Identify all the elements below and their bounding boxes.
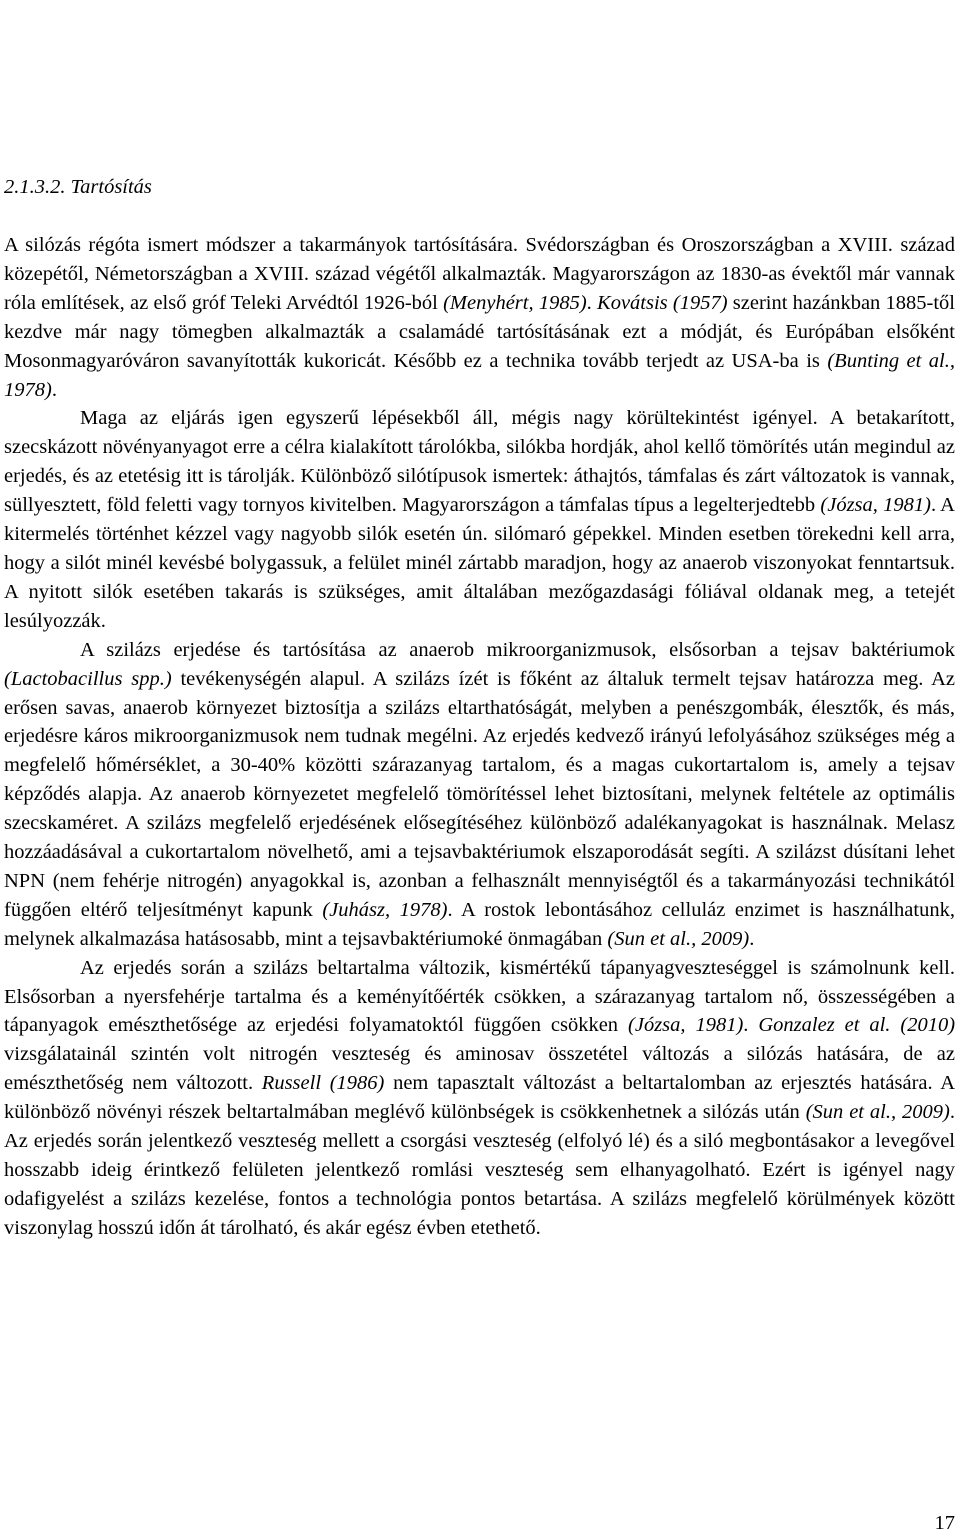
paragraph-eljaras: Maga az eljárás igen egyszerű lépésekből áll, mégis nagy körültekintést igényel. A betakarított, szecskázott növényanyagot erre a célra kialakított tárolókba, silókba hordják, ahol kellő tömörítés után megindul az erjedés, és az etetésig itt is tárolják. Különböző silótípusok ismertek: áthajtós, támfalas és zárt változatok is vannak, süllyesztett, föld feletti vagy tornyos kivitelben. Magyarországon a támfalas típus a legelterjedtebb (Józsa, 1981). A kitermelés történhet kézzel vagy nagyobb silók esetén ún. silómaró gépekkel. Minden esetben törekedni kell arra, hogy a silót minél kevésbé bolygassuk, a felület minél zártabb maradjon, hogy az anaerob viszonyokat fenntartsuk. A nyitott silók esetében takarás is szükséges, amit általában mezőgazdasági fóliával oldanak meg, a tetejét lesúlyozzák. [4, 407, 955, 632]
section-title: Tartósítás [70, 176, 152, 198]
page-number: 17 [934, 1512, 955, 1534]
citation: (Sun et al., 2009) [607, 927, 750, 950]
citation: (Lactobacillus spp.) [4, 667, 172, 690]
section-heading [4, 173, 152, 202]
citation: (Sun et al., 2009) [805, 1101, 950, 1124]
paragraph-veszteseg: Az erjedés során a szilázs beltartalma változik, kismértékű tápanyagveszteséggel is számolnunk kell. Elsősorban a nyersfehérje tartalma és a keményítőérték csökken, a szárazanyag tartalom nő, összességében a tápanyagok emészthetősége az erjedési folyamatoktól függően csökken (Józsa, 1981). Gonzalez et al. (2010) vizsgálatainál szintén volt nitrogén veszteség és aminosav összetétel változás a silózás hatására, de az emészthetőség nem változott. Russell (1986) nem tapasztalt változást a beltartalomban az erjesztés hatására. A különböző növényi részek beltartalmában meglévő különbségek is csökkenhetnek a silózás után (Sun et al., 2009). Az erjedés során jelentkező veszteség mellett a csorgási veszteség (elfolyó lé) és a siló megbontásakor a levegővel hosszabb ideig érintkező felületen jelentkező romlási veszteség sem elhanyagolható. Ezért is igényel nagy odafigyelést a szilázs kezelése, fontos a technológia pontos betartása. A szilázs megfelelő körülmények között viszonylag hosszú időn át tárolható, és akár egész évben etethető. [4, 956, 956, 1239]
citation: Gonzalez et al. (2010) [758, 1014, 956, 1037]
citation: (Menyhért, 1985) [443, 291, 587, 314]
citation: (Bunting et al., 1978) [4, 349, 956, 401]
paragraph-erjedes: A szilázs erjedése és tartósítása az anaerob mikroorganizmusok, elsősorban a tejsav baktériumok (Lactobacillus spp.) tevékenységén alapul. A szilázs ízét is főként az általuk termelt tejsav határozza meg. Az erősen savas, anaerob környezet biztosítja a szilázs eltarthatóságát, melyben a penészgombák, élesztők, és más, erjedésre káros mikroorganizmusok nem tudnak megélni. Az erjedés kedvező irányú lefolyásához szükséges még a megfelelő hőmérséklet, a 30-40% közötti szárazanyag tartalom, és a magas cukortartalom is, amely a tejsav képződés alapja. Az anaerob környezetet megfelelő tömörítéssel lehet biztosítani, melynek feltétele az optimális szecskaméret. A szilázs megfelelő erjedésének elősegítéséhez különböző adalékanyagokat is használnak. Melasz hozzáadásával a cukortartalom növelhető, ami a tejsavbaktériumok elszaporodását segíti. A szilázst dúsítani lehet NPN (nem fehérje nitrogén) anyagokkal is, azonban a felhasznált mennyiségtől és a takarmányozási technikától függően eltérő teljesítményt kapunk (Juhász, 1978). A rostok lebontásához celluláz enzimet is használhatunk, melynek alkalmazása hatásosabb, mint a tejsavbaktériumoké önmagában (Sun et al., 2009). [4, 638, 955, 950]
citation: (Józsa, 1981) [628, 1014, 744, 1037]
section-body [4, 231, 955, 1243]
citation: (Józsa, 1981) [820, 494, 931, 517]
citation: Russell (1986) [261, 1072, 385, 1095]
section-number: 2.1.3.2. [4, 176, 66, 198]
paragraph-silozas-tortenete: A silózás régóta ismert módszer a takarmányok tartósítására. Svédországban és Oroszországban a XVIII. század közepétől, Németországban a XVIII. század végétől alkalmazták. Magyarországon az 1830-as évektől már vannak róla említések, az első gróf Teleki Arvédtól 1926-ból (Menyhért, 1985). Kovátsis (1957) szerint hazánkban 1885-től kezdve már nagy tömegben alkalmazták a csalamádé tartósításának ezt a módját, és Európában elsőként Mosonmagyaróváron savanyították kukoricát. Később ez a technika tovább terjedt az USA-ba is (Bunting et al., 1978). [4, 234, 956, 401]
citation: (Juhász, 1978) [322, 898, 448, 921]
citation: Kovátsis (1957) [597, 291, 728, 314]
